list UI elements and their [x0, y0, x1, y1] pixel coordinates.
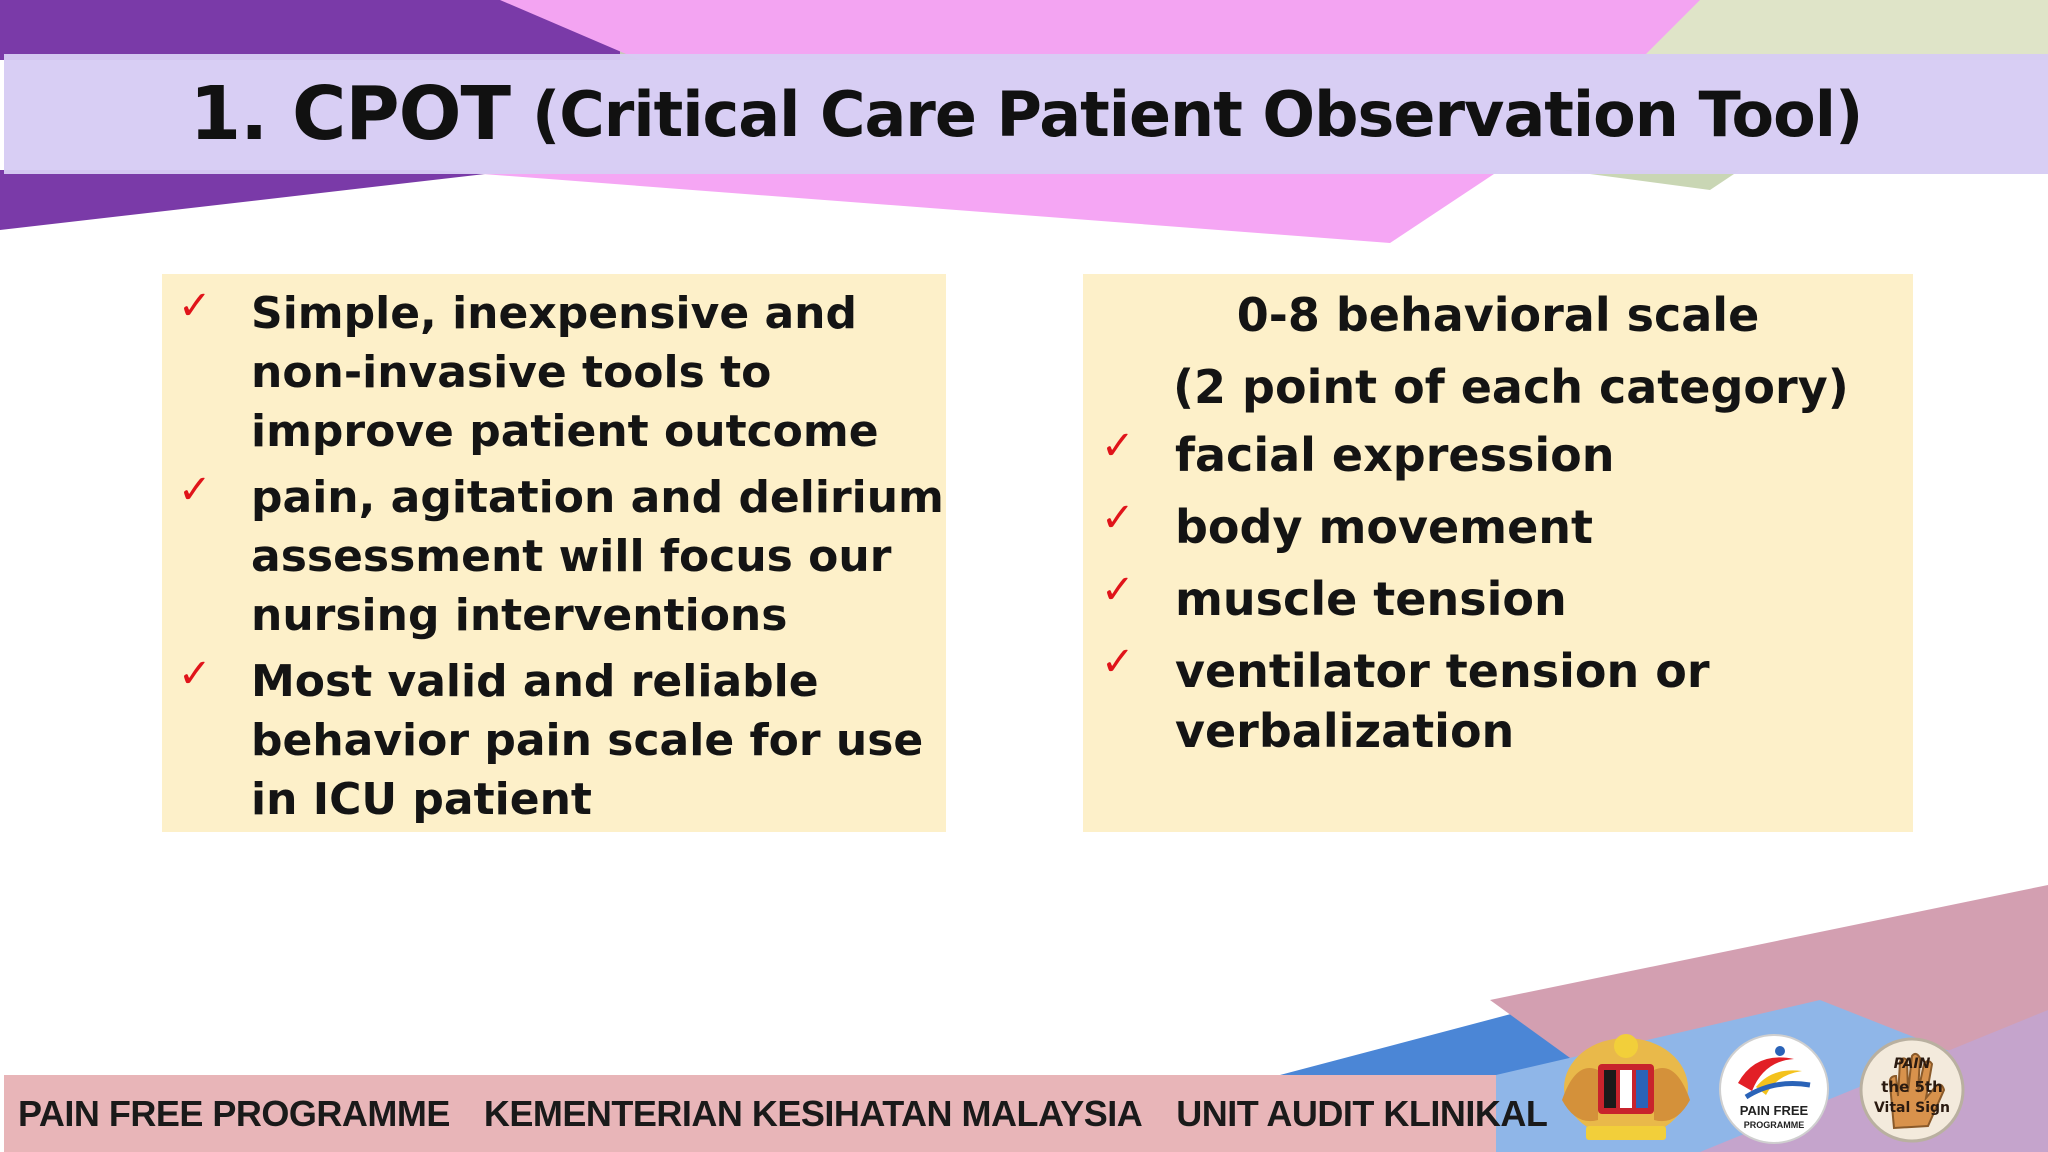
bullet-line: Simple, inexpensive and [251, 288, 857, 339]
vital-logo-text-2: the 5th [1881, 1078, 1943, 1096]
category-item: body movement [1175, 500, 1594, 554]
bullet-line: pain, agitation and delirium [251, 472, 944, 523]
coat-of-arms-icon [1556, 1030, 1696, 1148]
check-icon: ✓ [178, 467, 212, 513]
bullet-line: improve patient outcome [251, 406, 879, 457]
slide-subtitle: (Critical Care Patient Observation Tool) [531, 77, 1863, 151]
category-item: ventilator tension or [1175, 644, 1710, 698]
check-icon: ✓ [1101, 495, 1135, 541]
bullet-line: Most valid and reliable [251, 656, 819, 707]
hand-icon [1858, 1036, 1966, 1144]
slide-title: 1. CPOT [189, 71, 510, 157]
vital-logo-text-1: PAIN [1893, 1056, 1931, 1072]
title-bar [4, 54, 2048, 174]
bullet-line: in ICU patient [251, 774, 592, 825]
bullet-line: nursing interventions [251, 590, 788, 641]
check-icon: ✓ [1101, 639, 1135, 685]
category-item: facial expression [1175, 428, 1615, 482]
pfp-logo-text-2: PROGRAMME [1743, 1120, 1805, 1130]
left-panel [162, 274, 946, 832]
bullet-line: assessment will focus our [251, 531, 892, 582]
pfp-logo-text-1: PAIN FREE [1739, 1103, 1809, 1118]
check-icon: ✓ [178, 283, 212, 329]
right-panel [1083, 274, 1913, 832]
category-item: verbalization [1175, 704, 1515, 758]
category-item: muscle tension [1175, 572, 1567, 626]
bullet-line: behavior pain scale for use [251, 715, 924, 766]
scale-subheading: (2 point of each category) [1173, 360, 1849, 414]
footer-programme: PAIN FREE PROGRAMME [18, 1092, 450, 1134]
check-icon: ✓ [1101, 567, 1135, 613]
check-icon: ✓ [178, 651, 212, 697]
pain-free-programme-logo [1716, 1033, 1832, 1145]
footer-ministry: KEMENTERIAN KESIHATAN MALAYSIA [483, 1092, 1143, 1134]
footer-bar [4, 1075, 1548, 1152]
bullet-line: non-invasive tools to [251, 347, 772, 398]
check-icon: ✓ [1101, 423, 1135, 469]
scale-heading: 0-8 behavioral scale [1236, 288, 1760, 342]
vital-logo-text-3: Vital Sign [1873, 1100, 1951, 1116]
footer-unit: UNIT AUDIT KLINIKAL [1176, 1092, 1548, 1134]
